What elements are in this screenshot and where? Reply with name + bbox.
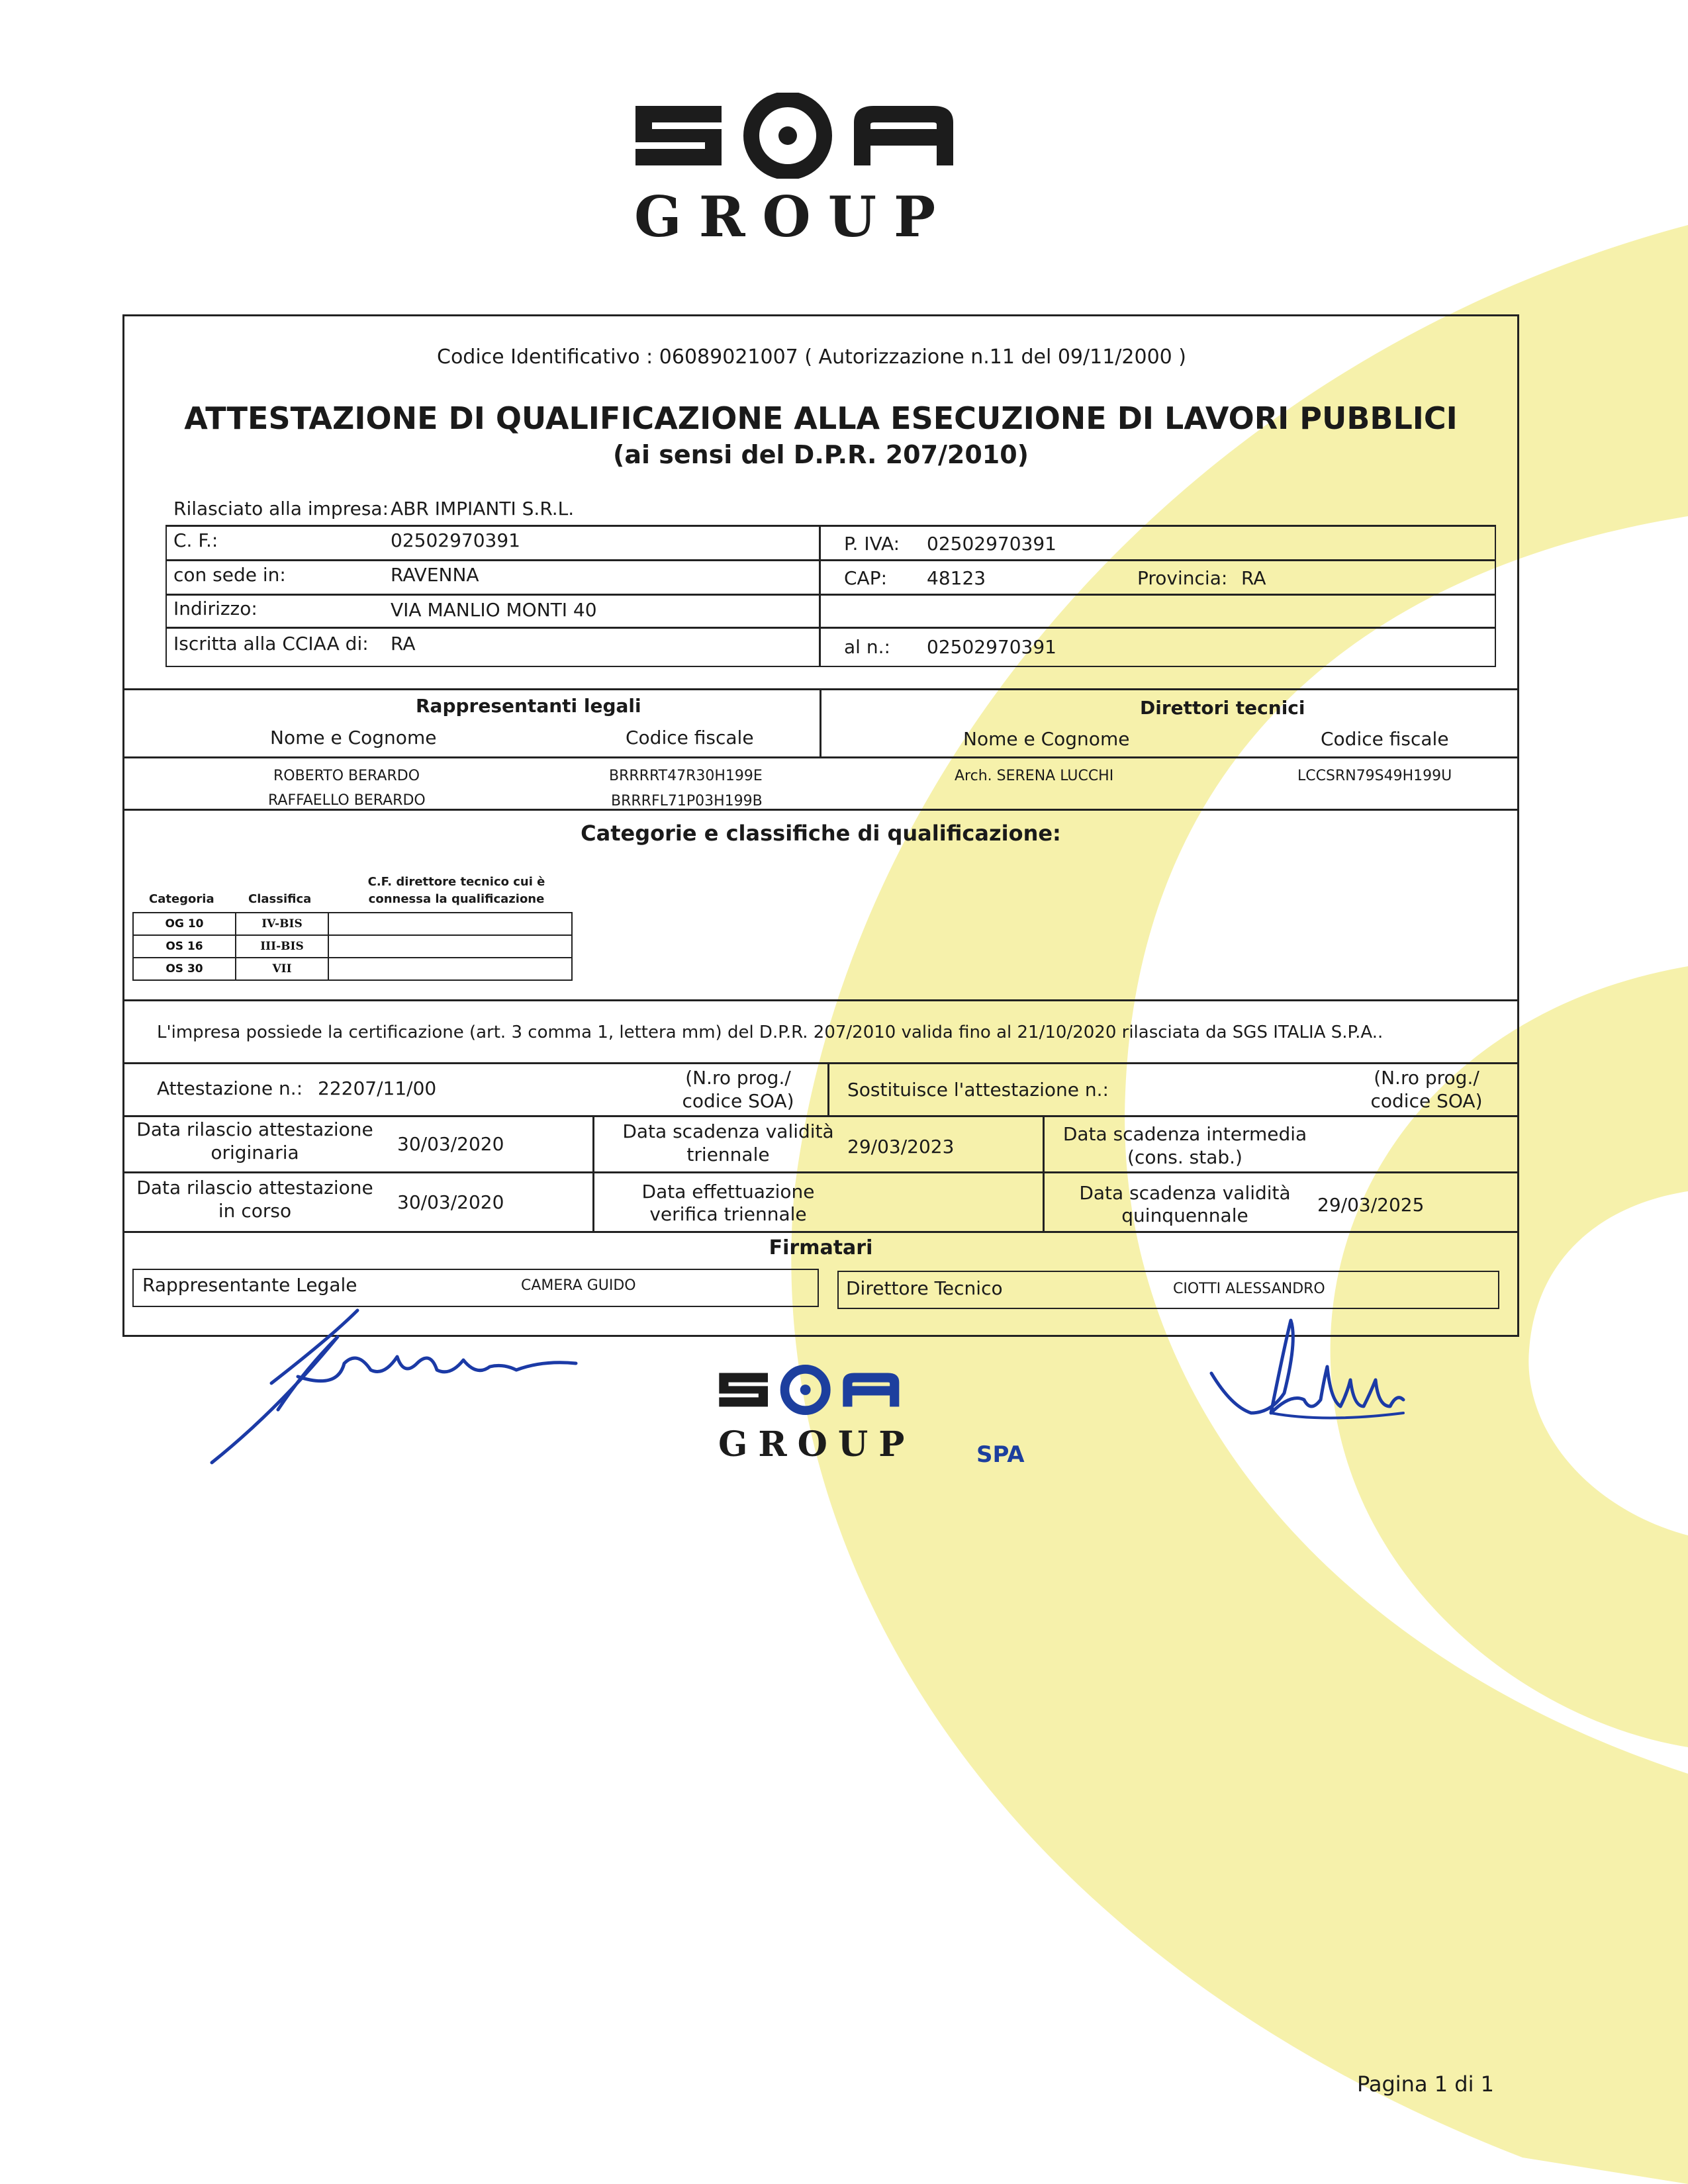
rappresentanti-row-1-cf: BRRRRT47R30H199E [609,768,763,784]
sostituisce-prog-2: codice SOA) [1370,1090,1483,1112]
codice-line [437,345,1186,369]
rilasciato-value: ABR IMPIANTI S.R.L. [391,498,575,520]
direttori-col-cf: Codice fiscale [1321,728,1449,750]
rilascio-orig-label-1: Data rilascio attestazione [136,1118,373,1140]
footer-logo-group: GROUP [718,1424,915,1465]
scad-quinq-label-2: quinquennale [1121,1205,1248,1226]
page-title: ATTESTAZIONE DI QUALIFICAZIONE ALLA ESECUZIONE DI LAVORI PUBBLICI [184,400,1458,436]
cat-categoria: OS 16 [133,935,236,958]
indirizzo-label: Indirizzo: [173,598,258,619]
scad-quinq-label-1: Data scadenza validità [1079,1182,1291,1204]
al-n-value: 02502970391 [927,636,1056,658]
rilascio-orig-label-2: originaria [211,1142,299,1163]
sede-label: con sede in: [173,564,286,586]
categorie-title: Categorie e classifiche di qualificazione: [581,821,1061,846]
direttori-col-nome: Nome e Cognome [963,728,1130,750]
rilascio-corso-label-1: Data rilascio attestazione [136,1177,373,1199]
provincia-label: Provincia: [1137,567,1228,589]
scad-trien-label-1: Data scadenza validità [622,1120,834,1142]
scad-quinq-value: 29/03/2025 [1317,1194,1425,1216]
codice-label: Codice Identificativo : [437,345,653,369]
cat-cf [328,935,572,958]
direttori-title: Direttori tecnici [1140,697,1305,719]
cciaa-value: RA [391,633,416,655]
sostituisce-label: Sostituisce l'attestazione n.: [847,1079,1109,1101]
cf-label: C. F.: [173,529,218,551]
attestazione-prog-2: codice SOA) [682,1090,794,1112]
cat-cf [328,958,572,980]
direttori-row-1-cf: LCCSRN79S49H199U [1297,768,1452,784]
table-row [133,913,572,935]
logo-group-text: GROUP [634,184,953,250]
verifica-label-1: Data effettuazione [641,1181,815,1203]
attestazione-value: 22207/11/00 [318,1077,437,1099]
rappresentanti-row-1-nome: ROBERTO BERARDO [273,768,420,784]
cat-cf [328,913,572,935]
cap-label: CAP: [844,567,888,589]
cat-col-cf-2: connessa la qualificazione [368,892,545,906]
cat-categoria: OG 10 [133,913,236,935]
cat-classifica: III-BIS [236,935,328,958]
codice-autorizzazione: ( Autorizzazione n.11 del 09/11/2000 ) [804,345,1186,369]
rappresentanti-title: Rappresentanti legali [416,695,641,717]
signature-right [1205,1314,1417,1446]
cat-col-categoria: Categoria [149,892,214,906]
soa-logo-icon [622,93,1019,179]
piva-label: P. IVA: [844,533,900,555]
categorie-table [132,912,573,981]
rappresentanti-col-cf: Codice fiscale [626,727,754,749]
firmatario-dir-label: Direttore Tecnico [846,1277,1003,1299]
sede-value: RAVENNA [391,564,479,586]
footer-logo-spa: SPA [976,1441,1025,1468]
firmatario-dir-value: CIOTTI ALESSANDRO [1173,1281,1325,1297]
table-row [133,958,572,980]
indirizzo-value: VIA MANLIO MONTI 40 [391,599,597,621]
sostituisce-prog-1: (N.ro prog./ [1374,1067,1479,1089]
cat-col-cf-1: C.F. direttore tecnico cui è [367,875,545,889]
verifica-label-2: verifica triennale [649,1203,807,1225]
signature-left [199,1297,596,1469]
soa-stamp-icon [712,1363,937,1416]
page-number: Pagina 1 di 1 [1357,2071,1494,2097]
scad-interm-label-1: Data scadenza intermedia [1062,1123,1307,1145]
cap-value: 48123 [927,567,986,589]
rappresentanti-row-2-nome: RAFFAELLO BERARDO [268,792,426,809]
firmatari-title: Firmatari [769,1236,873,1259]
firmatario-rapp-label: Rappresentante Legale [142,1274,357,1296]
codice-value: 06089021007 [659,345,798,369]
table-row [133,935,572,958]
attestazione-label: Attestazione n.: [157,1077,303,1099]
rappresentanti-col-nome: Nome e Cognome [270,727,437,749]
certificazione-text: L'impresa possiede la certificazione (art. 3 comma 1, lettera mm) del D.P.R. 207/2010 valida fino al 21/10/2020 rilasciata da SGS ITALIA S.P.A.. [157,1023,1383,1042]
rilascio-orig-value: 30/03/2020 [397,1133,504,1155]
footer-logo [712,1363,1043,1496]
scad-trien-value: 29/03/2023 [847,1136,955,1158]
cat-categoria: OS 30 [133,958,236,980]
rilasciato-label: Rilasciato alla impresa: [173,498,389,520]
cat-classifica: IV-BIS [236,913,328,935]
cat-classifica: VII [236,958,328,980]
direttori-row-1-nome: Arch. SERENA LUCCHI [955,768,1114,784]
attestazione-prog-1: (N.ro prog./ [685,1067,791,1089]
firmatario-rapp-value: CAMERA GUIDO [521,1277,636,1294]
cat-col-classifica: Classifica [248,892,312,906]
header-logo [622,93,1019,251]
al-n-label: al n.: [844,636,890,658]
rilascio-corso-value: 30/03/2020 [397,1191,504,1213]
rappresentanti-row-2-cf: BRRRFL71P03H199B [611,793,763,809]
page-subtitle: (ai sensi del D.P.R. 207/2010) [612,440,1029,469]
rilascio-corso-label-2: in corso [218,1200,292,1222]
cciaa-label: Iscritta alla CCIAA di: [173,633,369,655]
provincia-value: RA [1241,567,1266,589]
scad-interm-label-2: (cons. stab.) [1127,1146,1243,1168]
scad-trien-label-2: triennale [686,1144,770,1165]
piva-value: 02502970391 [927,533,1056,555]
cf-value: 02502970391 [391,529,520,551]
